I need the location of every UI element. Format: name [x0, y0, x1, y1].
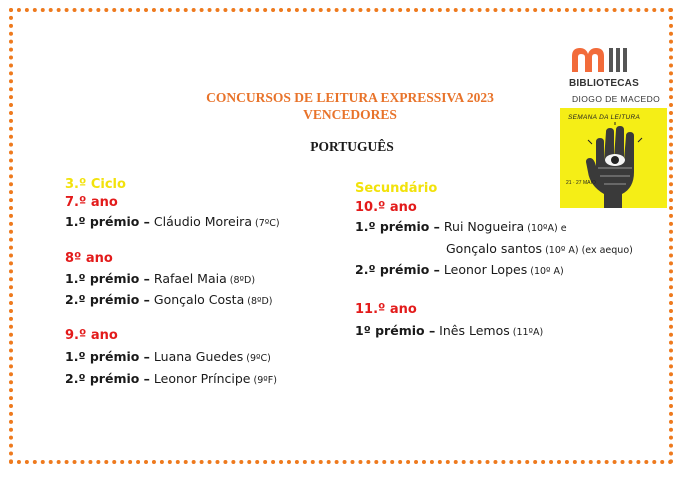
prize-label: 1.º prémio –: [65, 349, 150, 364]
poster-date: 21 · 27 MAIO: [566, 180, 596, 186]
year-heading: 11.º ano: [355, 302, 417, 317]
prize-label: 1.º prémio –: [65, 271, 150, 286]
winner-class: (10º A) (ex aequo): [542, 245, 633, 256]
subject-heading: PORTUGUÊS: [310, 139, 394, 154]
prize-label: 2.º prémio –: [355, 262, 440, 277]
page-subtitle: VENCEDORES: [303, 107, 397, 122]
winner-line: [355, 219, 567, 234]
poster-title: SEMANA DA LEITURA: [568, 114, 641, 121]
winner-class: (8ºD): [226, 275, 256, 286]
winner-name: Leonor Príncipe: [149, 371, 251, 386]
winner-class: (9ºF): [250, 375, 277, 386]
year-heading: 10.º ano: [355, 200, 417, 215]
winner-line: [355, 323, 543, 338]
winner-name: Rafael Maia: [149, 271, 227, 286]
logo-subname: DIOGO DE MACEDO: [572, 94, 661, 104]
winner-name: Cláudio Moreira: [149, 214, 252, 229]
winner-name: Gonçalo santos: [446, 241, 543, 256]
winner-class: (11ºA): [509, 327, 544, 338]
winner-name: Gonçalo Costa: [149, 292, 245, 307]
winner-name: Luana Guedes: [149, 349, 244, 364]
prize-label: 2.º prémio –: [65, 371, 150, 386]
winner-line: [65, 349, 271, 364]
year-heading: 9.º ano: [65, 328, 118, 343]
prize-label: 2.º prémio –: [65, 292, 150, 307]
winner-class: (7ºC): [251, 218, 280, 229]
prize-label: 1º prémio –: [355, 323, 436, 338]
winner-line: [65, 371, 277, 386]
year-heading: 8º ano: [65, 251, 113, 266]
winner-line: [446, 241, 633, 256]
logo-name: BIBLIOTECAS: [569, 78, 639, 89]
cycle-heading-right: Secundário: [355, 181, 438, 196]
winner-name: Inês Lemos: [435, 323, 510, 338]
winner-class: (10ºA) e: [524, 223, 567, 234]
prize-label: 1.º prémio –: [65, 214, 150, 229]
winner-class: (9ºC): [243, 353, 271, 364]
cycle-heading-left: 3.º Ciclo: [65, 177, 126, 192]
winner-line: [65, 214, 280, 229]
winner-line: [65, 292, 273, 307]
winner-class: (10º A): [527, 266, 564, 277]
reading-week-poster: [560, 108, 667, 208]
year-heading: 7.º ano: [65, 195, 118, 210]
page-title: CONCURSOS DE LEITURA EXPRESSIVA 2023: [206, 90, 494, 105]
prize-label: 1.º prémio –: [355, 219, 440, 234]
winner-line: [355, 262, 564, 277]
winner-class: (8ºD): [244, 296, 273, 307]
winner-name: Rui Nogueira: [439, 219, 525, 234]
winner-line: [65, 271, 255, 286]
winner-name: Leonor Lopes: [439, 262, 528, 277]
hand-eye-icon: [582, 122, 648, 208]
